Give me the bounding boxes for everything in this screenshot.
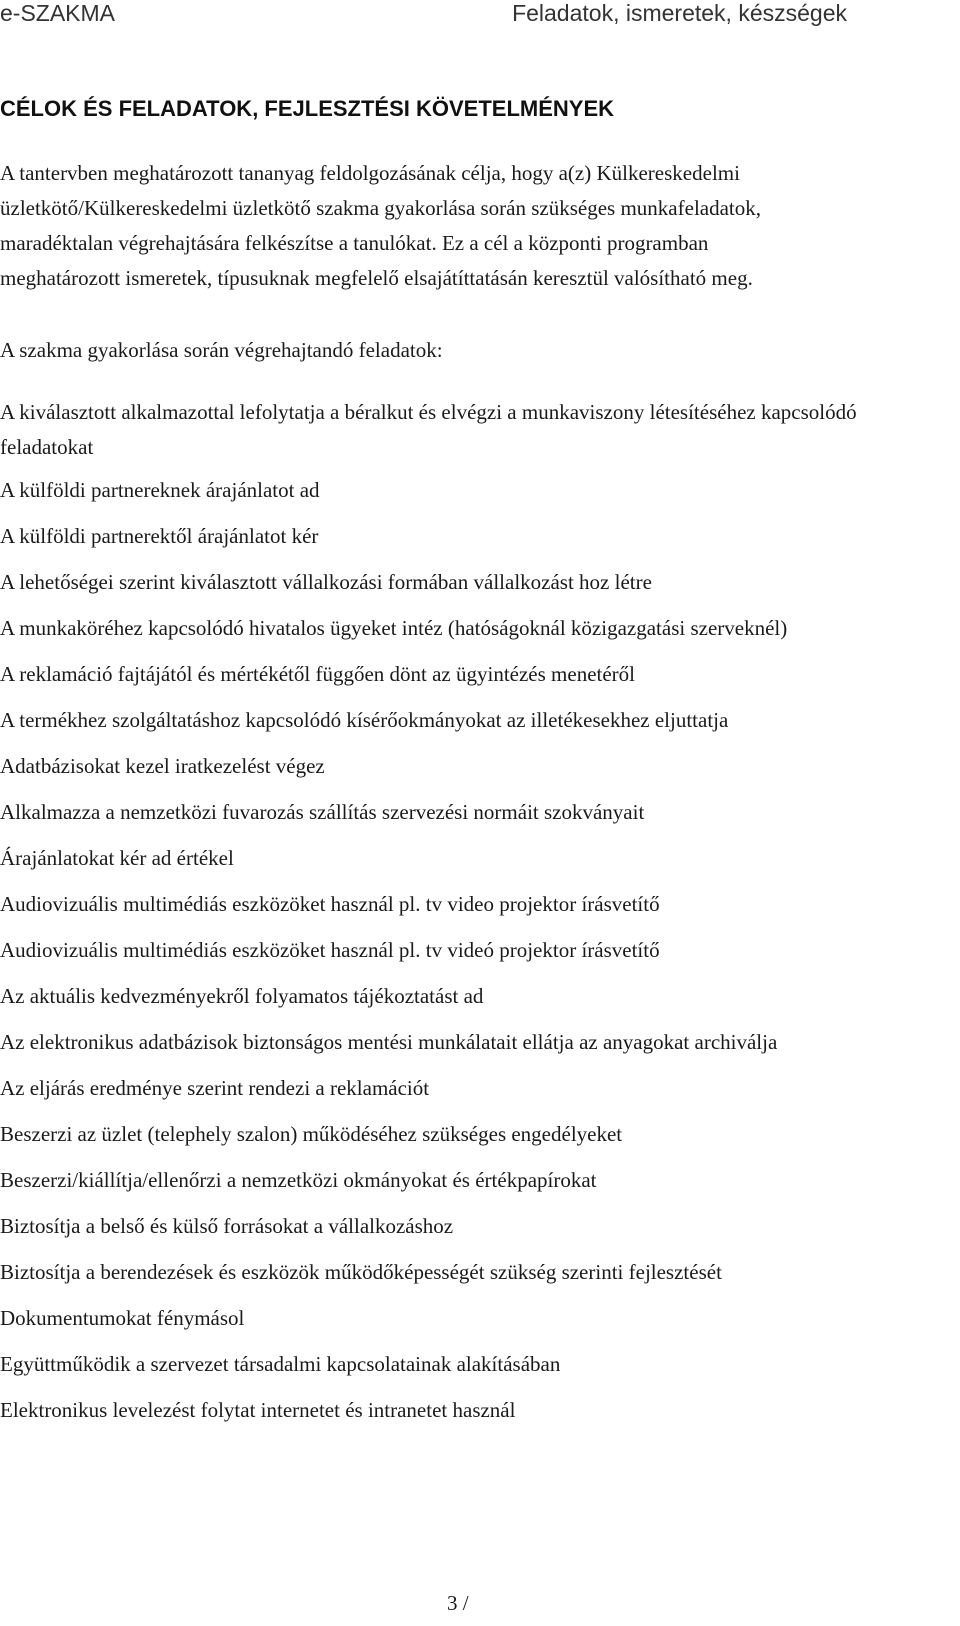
- tasks-label: A szakma gyakorlása során végrehajtandó feladatok:: [0, 338, 443, 362]
- task-item: Árajánlatokat kér ad értékel: [0, 846, 234, 870]
- intro-line: meghatározott ismeretek, típusuknak megfelelő elsajátíttatásán keresztül valósítható meg.: [0, 266, 753, 290]
- task-item: Beszerzi/kiállítja/ellenőrzi a nemzetközi okmányokat és értékpapírokat: [0, 1168, 597, 1192]
- task-list: [0, 399, 940, 1443]
- task-item: Biztosítja a berendezések és eszközök működőképességét szükség szerinti fejlesztését: [0, 1260, 722, 1284]
- task-item: Elektronikus levelezést folytat internetet és intranetet használ: [0, 1398, 516, 1422]
- page-title: CÉLOK ÉS FELADATOK, FEJLESZTÉSI KÖVETELMÉNYEK: [0, 96, 615, 121]
- intro-paragraph: [0, 156, 930, 296]
- task-item: Audiovizuális multimédiás eszközöket használ pl. tv videó projektor írásvetítő: [0, 938, 660, 962]
- task-item: Az elektronikus adatbázisok biztonságos mentési munkálatait ellátja az anyagokat archiválja: [0, 1030, 778, 1054]
- task-item: Audiovizuális multimédiás eszközöket használ pl. tv video projektor írásvetítő: [0, 892, 660, 916]
- intro-line: maradéktalan végrehajtására felkészítse a tanulókat. Ez a cél a központi programban: [0, 231, 709, 255]
- task-item: Biztosítja a belső és külső forrásokat a vállalkozáshoz: [0, 1214, 454, 1238]
- task-item: A külföldi partnereknek árajánlatot ad: [0, 478, 320, 502]
- task-item: Az eljárás eredménye szerint rendezi a reklamációt: [0, 1076, 430, 1100]
- task-item: Beszerzi az üzlet (telephely szalon) működéséhez szükséges engedélyeket: [0, 1122, 623, 1146]
- task-item: A kiválasztott alkalmazottal lefolytatja a béralkut és elvégzi a munkaviszony létesítéséhez kapcsolódó feladatokat: [0, 400, 857, 459]
- header-site-name: e-SZAKMA: [0, 0, 116, 26]
- task-item: Alkalmazza a nemzetközi fuvarozás szállítás szervezési normáit szokványait: [0, 800, 645, 824]
- intro-line: üzletkötő/Külkereskedelmi üzletkötő szakma gyakorlása során szükséges munkafeladatok,: [0, 196, 762, 220]
- task-item: Együttműködik a szervezet társadalmi kapcsolatainak alakításában: [0, 1352, 561, 1376]
- page-header: [0, 0, 960, 30]
- task-item: A külföldi partnerektől árajánlatot kér: [0, 524, 319, 548]
- page-number: 3 /: [447, 1591, 469, 1615]
- intro-line: A tantervben meghatározott tananyag feldolgozásának célja, hogy a(z) Külkereskedelmi: [0, 161, 740, 185]
- header-section-title: Feladatok, ismeretek, készségek: [512, 0, 847, 26]
- task-item: A munkaköréhez kapcsolódó hivatalos ügyeket intéz (hatóságoknál közigazgatási szerveknél): [0, 616, 788, 640]
- task-item: Dokumentumokat fénymásol: [0, 1306, 245, 1330]
- task-item: Az aktuális kedvezményekről folyamatos tájékoztatást ad: [0, 984, 484, 1008]
- task-item: A lehetőségei szerint kiválasztott vállalkozási formában vállalkozást hoz létre: [0, 570, 652, 594]
- task-item: Adatbázisokat kezel iratkezelést végez: [0, 754, 325, 778]
- task-item: A reklamáció fajtájától és mértékétől függően dönt az ügyintézés menetéről: [0, 662, 636, 686]
- task-item: A termékhez szolgáltatáshoz kapcsolódó kísérőokmányokat az illetékesekhez eljuttatja: [0, 708, 729, 732]
